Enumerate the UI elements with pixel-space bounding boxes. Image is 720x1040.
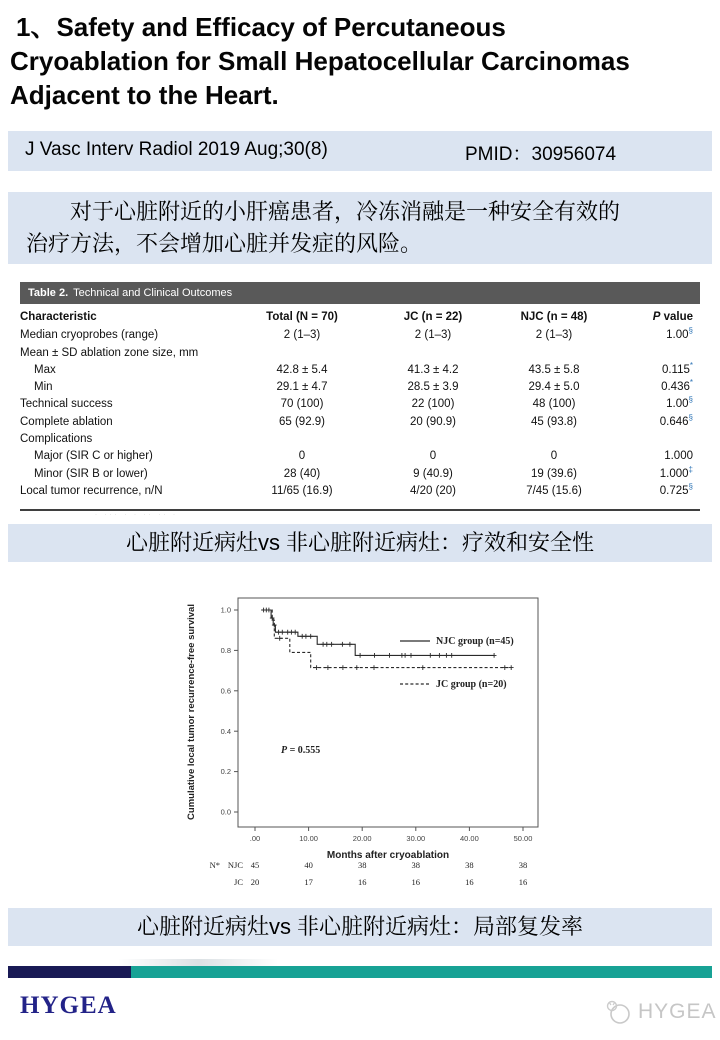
censor-mark <box>354 665 359 670</box>
x-tick-label: 50.00 <box>513 834 533 843</box>
p-value-cell: 0.115* <box>661 361 693 376</box>
table-row <box>20 345 700 362</box>
table-body <box>20 304 700 511</box>
row-label: Complete ablation <box>20 415 113 428</box>
censor-mark <box>314 665 319 670</box>
table-row <box>20 431 700 448</box>
y-axis-title: Cumulative local tumor recurrence-free survival <box>186 604 197 820</box>
censor-mark <box>428 653 433 658</box>
y-tick-label: 0.6 <box>220 686 231 696</box>
row-label: Minor (SIR B or lower) <box>34 467 148 480</box>
censor-mark <box>341 665 346 670</box>
censor-mark <box>277 636 282 641</box>
risk-count: 38 <box>465 860 474 870</box>
table-caption-text: Technical and Clinical Outcomes <box>73 287 233 299</box>
cell: 2 (1–3) <box>414 329 452 342</box>
cell: 48 (100) <box>532 398 576 411</box>
table-row <box>20 379 700 396</box>
cell: 22 (100) <box>411 398 455 411</box>
summary-bar <box>8 192 712 264</box>
p-value-cell <box>626 345 700 362</box>
censor-mark <box>304 634 309 639</box>
censor-mark <box>372 653 377 658</box>
journal-reference: J Vasc Interv Radiol 2019 Aug;30(8) <box>25 139 328 160</box>
p-value-cell: 1.000 <box>664 450 693 463</box>
table-row <box>20 327 700 344</box>
censor-mark <box>358 653 363 658</box>
cell: 11/65 (16.9) <box>271 484 333 497</box>
footer-bar-teal <box>131 966 712 978</box>
cell <box>384 345 482 362</box>
risk-count: 16 <box>518 877 528 887</box>
citation-bar <box>8 131 712 171</box>
cell: 70 (100) <box>280 398 324 411</box>
table-header-row <box>20 304 700 327</box>
censor-mark <box>280 630 285 635</box>
p-value-cell <box>626 431 700 448</box>
censor-mark <box>444 653 449 658</box>
banner-recurrence: 心脏附近病灶vs 非心脏附近病灶：局部复发率 <box>8 908 712 946</box>
table-row <box>20 483 700 500</box>
cell: 0 <box>429 450 437 463</box>
cell: 4/20 (20) <box>409 484 457 497</box>
row-label: Complications <box>20 433 93 446</box>
p-value-cell: 1.00§ <box>666 326 693 342</box>
censor-mark <box>293 630 298 635</box>
km-chart-svg <box>180 574 560 904</box>
risk-count: 40 <box>304 860 313 870</box>
p-value-cell: 1.00§ <box>666 395 693 411</box>
censor-mark <box>329 642 334 647</box>
column-header: NJC (n = 48) <box>520 311 588 323</box>
row-label: Median cryoprobes (range) <box>20 329 159 342</box>
cell: 41.3 ± 4.2 <box>407 363 459 376</box>
column-header: Total (N = 70) <box>266 311 338 323</box>
cell: 9 (40.9) <box>413 467 453 480</box>
cell: 2 (1–3) <box>535 329 573 342</box>
risk-count: 20 <box>250 877 260 887</box>
table-row <box>20 414 700 431</box>
column-header: Characteristic <box>20 311 97 323</box>
p-value-cell: 1.000‡ <box>659 464 693 480</box>
censor-mark <box>492 653 497 658</box>
censor-mark <box>340 642 345 647</box>
censor-mark <box>372 665 377 670</box>
risk-table-label: N* <box>209 860 220 870</box>
cell: 2 (1–3) <box>283 329 321 342</box>
outcomes-table <box>20 282 700 511</box>
row-label: Local tumor recurrence, n/N <box>20 484 163 497</box>
y-tick-label: 0.8 <box>220 646 231 655</box>
cell <box>482 431 626 448</box>
x-tick-label: 30.00 <box>406 834 426 843</box>
cell <box>482 345 626 362</box>
risk-count: 16 <box>465 877 474 887</box>
censor-mark <box>449 653 454 658</box>
cell: 0 <box>550 450 558 463</box>
row-label: Max <box>34 363 56 376</box>
censor-mark <box>387 653 392 658</box>
hygea-watermark <box>604 998 717 1026</box>
censor-mark <box>308 634 313 639</box>
hygea-watermark-text: HYGEA <box>638 1000 717 1023</box>
risk-row-name: NJC <box>227 860 243 870</box>
table-footnote-faint: · ··· · · ·· ·· · <box>95 512 178 518</box>
legend-label: NJC group (n=45) <box>436 636 514 647</box>
paper-title-line: 1、Safety and Efficacy of Percutaneous <box>16 12 506 42</box>
censor-mark <box>403 653 408 658</box>
row-label: Major (SIR C or higher) <box>34 450 153 463</box>
table-row <box>20 466 700 483</box>
table-row <box>20 362 700 379</box>
row-label: Mean ± SD ablation zone size, mm <box>20 346 199 359</box>
p-value-cell: 0.646§ <box>659 412 693 428</box>
x-tick-label: 10.00 <box>299 834 318 843</box>
censor-mark <box>502 665 507 670</box>
cell: 29.4 ± 5.0 <box>528 381 580 394</box>
cell: 19 (39.6) <box>530 467 578 480</box>
cell: 42.8 ± 5.4 <box>276 363 328 376</box>
column-header: JC (n = 22) <box>403 311 463 323</box>
cell: 0 <box>298 450 306 463</box>
x-tick-label: 40.00 <box>460 834 479 843</box>
legend-label: JC group (n=20) <box>436 679 507 690</box>
cell <box>220 345 384 362</box>
risk-count: 16 <box>357 877 367 887</box>
y-tick-label: 0.2 <box>220 767 231 777</box>
censor-mark <box>409 653 414 658</box>
censor-mark <box>348 642 353 647</box>
footer-bar-navy <box>8 966 131 978</box>
km-curve <box>261 610 494 655</box>
censor-mark <box>420 665 425 670</box>
x-tick-label: 20.00 <box>352 834 372 843</box>
column-header: P value <box>652 311 693 323</box>
summary-line: 对于心脏附近的小肝癌患者，冷冻消融是一种安全有效的 <box>70 199 621 224</box>
risk-count: 38 <box>411 860 421 870</box>
censor-mark <box>437 653 442 658</box>
km-chart <box>180 574 560 904</box>
row-label: Technical success <box>20 398 113 411</box>
paper-title-line: Cryoablation for Small Hepatocellular Carcinomas <box>10 46 630 76</box>
x-tick-label: .00 <box>249 834 261 843</box>
y-tick-label: 0.4 <box>220 726 231 736</box>
footer-bar-highlight <box>118 959 278 966</box>
y-tick-label: 0.0 <box>220 807 231 817</box>
pmid-label: PMID：30956074 <box>465 144 617 165</box>
table-caption-label: Table 2. <box>28 287 69 299</box>
cell: 7/45 (15.6) <box>526 484 582 497</box>
table-caption <box>20 282 700 304</box>
summary-line: 治疗方法，不会增加心脏并发症的风险。 <box>26 231 423 256</box>
cell: 43.5 ± 5.8 <box>528 363 580 376</box>
x-axis-title: Months after cryoablation <box>326 850 450 861</box>
risk-count: 38 <box>518 860 528 870</box>
censor-mark <box>326 665 331 670</box>
cell: 28.5 ± 3.9 <box>407 381 459 394</box>
paper-title-line: Adjacent to the Heart. <box>10 80 279 110</box>
paper-title <box>10 10 712 112</box>
cell: 65 (92.9) <box>278 415 326 428</box>
risk-count: 17 <box>304 877 313 887</box>
banner-efficacy: 心脏附近病灶vs 非心脏附近病灶：疗效和安全性 <box>8 524 712 562</box>
risk-count: 45 <box>250 860 260 870</box>
table-row <box>20 396 700 413</box>
cell: 28 (40) <box>283 467 321 480</box>
y-tick-label: 1.0 <box>220 605 231 615</box>
cell: 45 (93.8) <box>530 415 578 428</box>
censor-mark <box>509 665 514 670</box>
risk-count: 38 <box>357 860 367 870</box>
risk-count: 16 <box>411 877 421 887</box>
hygea-watermark-icon <box>604 998 632 1026</box>
risk-row-name: JC <box>234 877 243 887</box>
cell <box>220 431 384 448</box>
censor-mark <box>324 642 329 647</box>
cell <box>384 431 482 448</box>
cell: 29.1 ± 4.7 <box>276 381 328 394</box>
p-value-cell: 0.436* <box>661 378 693 394</box>
hygea-logo: HYGEA <box>20 992 117 1019</box>
p-value-cell: 0.725§ <box>659 482 693 497</box>
p-value-annotation: P = 0.555 <box>281 745 321 756</box>
row-label: Min <box>34 381 53 394</box>
table-row <box>20 448 700 465</box>
cell: 20 (90.9) <box>409 415 457 428</box>
